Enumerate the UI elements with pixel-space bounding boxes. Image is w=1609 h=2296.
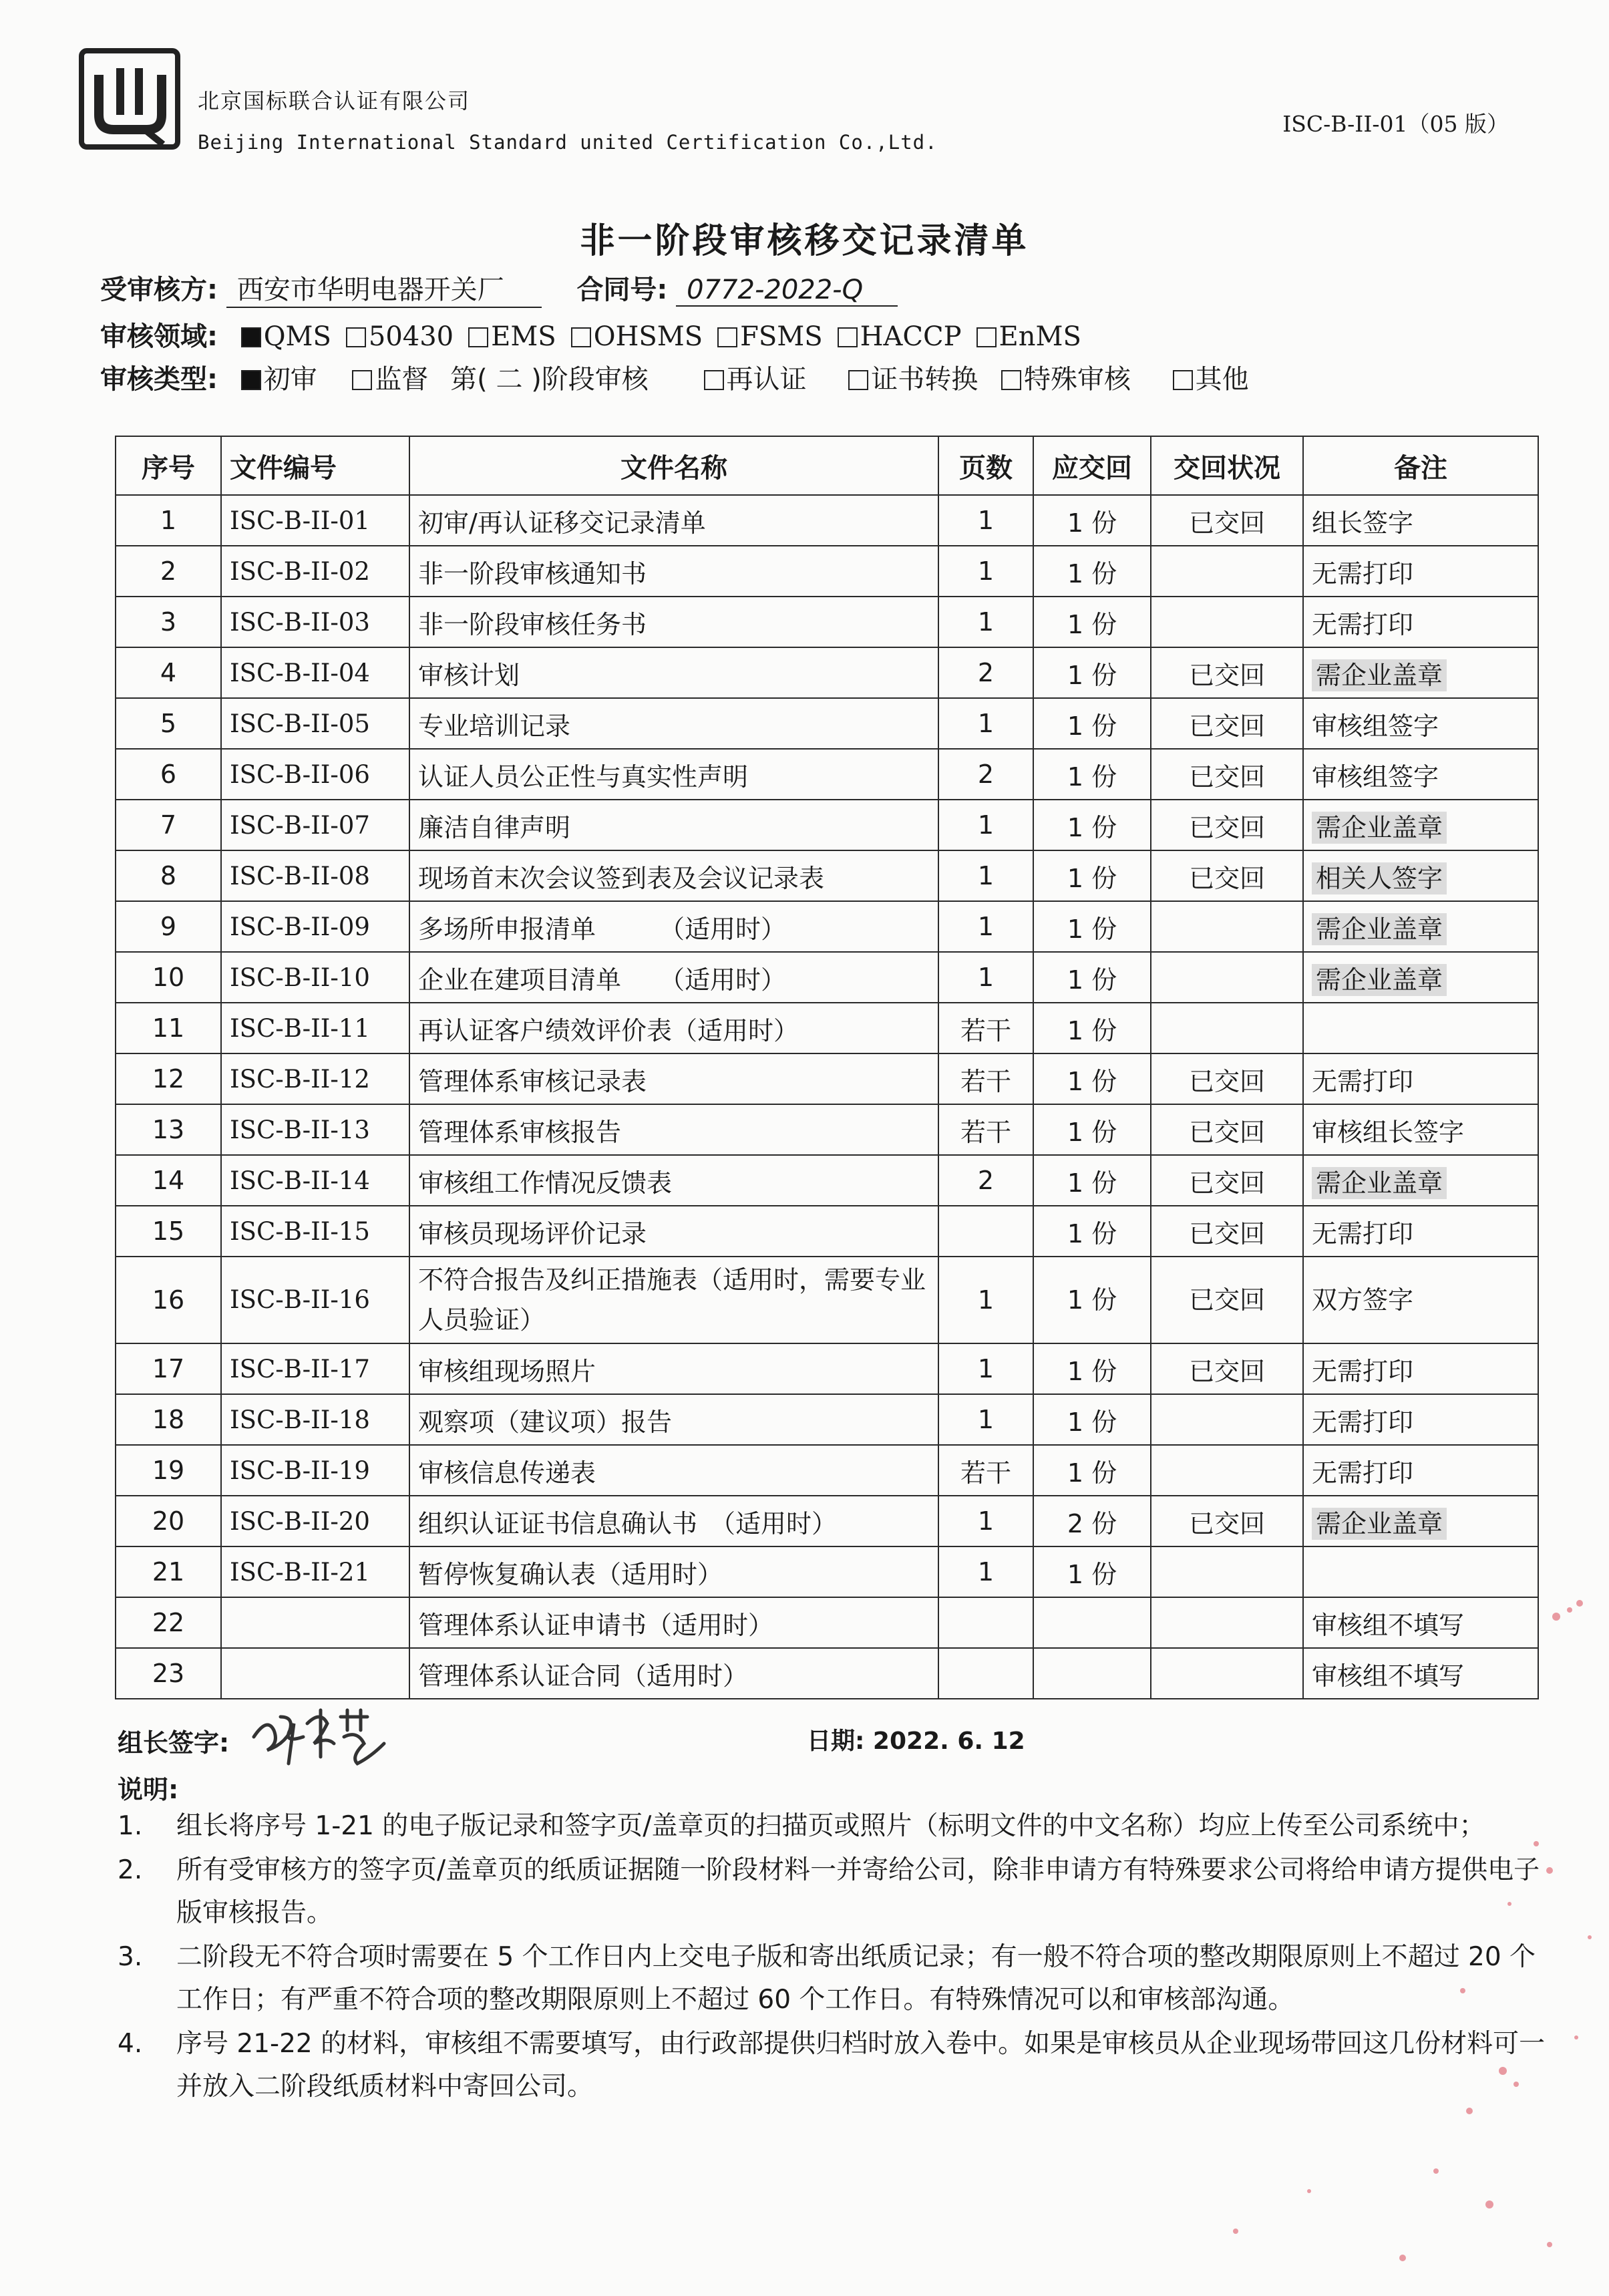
status-cell: 已交回	[1151, 647, 1303, 698]
pages-cell: 若干	[938, 1104, 1033, 1155]
form-code: ISC-B-II-01（05 版）	[1282, 111, 1509, 137]
status-cell	[1151, 1445, 1303, 1496]
checkbox-checked-icon	[241, 370, 261, 390]
row-no-cell: 20	[116, 1496, 221, 1546]
note-cell	[1303, 647, 1538, 698]
pages-cell: 1	[938, 850, 1033, 901]
file-name-cell: 现场首末次会议签到表及会议记录表	[409, 850, 938, 901]
contract-value: 0772-2022-Q	[676, 275, 898, 307]
page-title: 非一阶段审核移交记录清单	[580, 221, 1029, 261]
note-cell: 无需打印	[1303, 1206, 1538, 1257]
status-cell	[1151, 1394, 1303, 1445]
file-name-cell: 管理体系审核记录表	[409, 1053, 938, 1104]
checkbox-icon	[346, 327, 366, 347]
copies-cell: 1 份	[1033, 850, 1151, 901]
note-cell	[1303, 1546, 1538, 1597]
copies-cell: 1 份	[1033, 1394, 1151, 1445]
copies-cell: 1 份	[1033, 749, 1151, 800]
copies-cell: 1 份	[1033, 1155, 1151, 1206]
pages-cell	[938, 1648, 1033, 1699]
note-cell: 双方签字	[1303, 1257, 1538, 1343]
note-cell	[1303, 1155, 1538, 1206]
col-header-status: 交回状况	[1151, 436, 1303, 495]
file-name-cell: 审核组工作情况反馈表	[409, 1155, 938, 1206]
table-row	[116, 1445, 1538, 1496]
pages-cell: 1	[938, 597, 1033, 647]
note-cell: 无需打印	[1303, 1343, 1538, 1394]
file-name-cell: 组织认证证书信息确认书 （适用时）	[409, 1496, 938, 1546]
audit-stage: 第( 二 )阶段审核	[450, 364, 649, 395]
table-row	[116, 800, 1538, 850]
note-cell	[1303, 1003, 1538, 1053]
row-no-cell: 3	[116, 597, 221, 647]
copies-cell: 1 份	[1033, 901, 1151, 952]
file-code-cell: ISC-B-II-09	[221, 901, 409, 952]
pages-cell: 1	[938, 698, 1033, 749]
table-row	[116, 1394, 1538, 1445]
pages-cell: 1	[938, 495, 1033, 546]
file-code-cell: ISC-B-II-11	[221, 1003, 409, 1053]
copies-cell: 1 份	[1033, 1257, 1151, 1343]
file-name-cell: 管理体系审核报告	[409, 1104, 938, 1155]
copies-cell: 1 份	[1033, 1003, 1151, 1053]
pages-cell: 1	[938, 800, 1033, 850]
note-highlight: 需企业盖章	[1312, 913, 1447, 945]
row-no-cell: 9	[116, 901, 221, 952]
domain-option-enms[interactable]: EnMS	[976, 321, 1081, 352]
file-code-cell: ISC-B-II-07	[221, 800, 409, 850]
file-code-cell: ISC-B-II-08	[221, 850, 409, 901]
table-row	[116, 698, 1538, 749]
file-name-cell: 不符合报告及纠正措施表（适用时，需要专业人员验证）	[409, 1257, 938, 1343]
table-row	[116, 1053, 1538, 1104]
file-code-cell: ISC-B-II-12	[221, 1053, 409, 1104]
status-cell: 已交回	[1151, 800, 1303, 850]
file-name-cell: 多场所申报清单 （适用时）	[409, 901, 938, 952]
col-header-code: 文件编号	[221, 436, 409, 495]
date-label: 日期: 2022. 6. 12	[807, 1728, 1025, 1755]
note-cell	[1303, 800, 1538, 850]
file-name-cell: 专业培训记录	[409, 698, 938, 749]
row-no-cell: 1	[116, 495, 221, 546]
copies-cell: 1 份	[1033, 952, 1151, 1003]
status-cell: 已交回	[1151, 1496, 1303, 1546]
file-name-cell: 审核计划	[409, 647, 938, 698]
copies-cell	[1033, 1597, 1151, 1648]
table-row	[116, 1546, 1538, 1597]
copies-cell: 1 份	[1033, 1053, 1151, 1104]
file-code-cell: ISC-B-II-18	[221, 1394, 409, 1445]
col-header-name: 文件名称	[409, 436, 938, 495]
file-name-cell: 审核组现场照片	[409, 1343, 938, 1394]
auditee-label: 受审核方:	[100, 275, 218, 305]
copies-cell: 1 份	[1033, 647, 1151, 698]
status-cell	[1151, 1648, 1303, 1699]
audit-type-line	[100, 358, 1249, 396]
audit-type-label: 审核类型:	[100, 364, 218, 395]
note-highlight: 需企业盖章	[1312, 812, 1447, 844]
note-cell: 审核组签字	[1303, 698, 1538, 749]
checkbox-icon	[1173, 370, 1193, 390]
table-row	[116, 597, 1538, 647]
table-row	[116, 1343, 1538, 1394]
table-row	[116, 1155, 1538, 1206]
file-name-cell: 认证人员公正性与真实性声明	[409, 749, 938, 800]
file-code-cell: ISC-B-II-20	[221, 1496, 409, 1546]
table-row	[116, 1003, 1538, 1053]
table-row	[116, 1496, 1538, 1546]
checkbox-icon	[571, 327, 591, 347]
domain-option-fsms[interactable]: FSMS	[717, 321, 823, 352]
pages-cell: 若干	[938, 1445, 1033, 1496]
transfer-record-table	[115, 436, 1539, 1699]
row-no-cell: 21	[116, 1546, 221, 1597]
pages-cell: 1	[938, 1546, 1033, 1597]
copies-cell: 1 份	[1033, 546, 1151, 597]
domain-option-ems[interactable]: EMS	[468, 321, 556, 352]
table-row	[116, 901, 1538, 952]
row-no-cell: 17	[116, 1343, 221, 1394]
note-item	[118, 1849, 1560, 1935]
table-row	[116, 749, 1538, 800]
note-cell	[1303, 1496, 1538, 1546]
company-name-en: Beijing International Standard united Certification Co.,Ltd.	[198, 131, 938, 154]
note-cell: 审核组签字	[1303, 749, 1538, 800]
file-code-cell	[221, 1597, 409, 1648]
checkbox-icon	[468, 327, 488, 347]
table-row	[116, 850, 1538, 901]
row-no-cell: 23	[116, 1648, 221, 1699]
row-no-cell: 14	[116, 1155, 221, 1206]
table-row	[116, 1206, 1538, 1257]
note-cell: 无需打印	[1303, 597, 1538, 647]
note-cell: 无需打印	[1303, 546, 1538, 597]
file-code-cell: ISC-B-II-06	[221, 749, 409, 800]
row-no-cell: 13	[116, 1104, 221, 1155]
status-cell: 已交回	[1151, 495, 1303, 546]
file-name-cell: 暂停恢复确认表（适用时）	[409, 1546, 938, 1597]
domain-options	[226, 321, 1081, 352]
note-text: 所有受审核方的签字页/盖章页的纸质证据随一阶段材料一并寄给公司，除非申请方有特殊要求公司将给申请方提供电子版审核报告。	[176, 1855, 1540, 1928]
note-cell: 无需打印	[1303, 1445, 1538, 1496]
status-cell: 已交回	[1151, 698, 1303, 749]
status-cell	[1151, 901, 1303, 952]
file-code-cell: ISC-B-II-10	[221, 952, 409, 1003]
note-number: 4.	[118, 2029, 143, 2059]
status-cell	[1151, 1597, 1303, 1648]
note-item	[118, 1805, 1560, 1848]
table-header-row	[116, 436, 1538, 495]
copies-cell: 1 份	[1033, 597, 1151, 647]
row-no-cell: 22	[116, 1597, 221, 1648]
note-highlight: 需企业盖章	[1312, 964, 1447, 996]
file-code-cell: ISC-B-II-05	[221, 698, 409, 749]
status-cell	[1151, 597, 1303, 647]
row-no-cell: 15	[116, 1206, 221, 1257]
file-name-cell: 审核员现场评价记录	[409, 1206, 938, 1257]
note-number: 3.	[118, 1942, 143, 1972]
copies-cell: 1 份	[1033, 698, 1151, 749]
pages-cell: 2	[938, 647, 1033, 698]
note-highlight: 需企业盖章	[1312, 1167, 1447, 1199]
col-header-note: 备注	[1303, 436, 1538, 495]
audit-type-initial[interactable]: 初审	[241, 364, 317, 395]
note-cell: 审核组长签字	[1303, 1104, 1538, 1155]
status-cell: 已交回	[1151, 749, 1303, 800]
status-cell	[1151, 1546, 1303, 1597]
checkbox-icon	[976, 327, 997, 347]
file-name-cell: 企业在建项目清单 （适用时）	[409, 952, 938, 1003]
domain-option-ohsms[interactable]: OHSMS	[571, 321, 703, 352]
status-cell	[1151, 952, 1303, 1003]
copies-cell: 1 份	[1033, 1445, 1151, 1496]
file-code-cell: ISC-B-II-02	[221, 546, 409, 597]
table-row	[116, 1597, 1538, 1648]
file-name-cell: 廉洁自律声明	[409, 800, 938, 850]
status-cell: 已交回	[1151, 1257, 1303, 1343]
table-row	[116, 546, 1538, 597]
table-row	[116, 647, 1538, 698]
file-code-cell	[221, 1648, 409, 1699]
col-header-pages: 页数	[938, 436, 1033, 495]
note-highlight: 需企业盖章	[1312, 1508, 1447, 1540]
file-name-cell: 初审/再认证移交记录清单	[409, 495, 938, 546]
row-no-cell: 10	[116, 952, 221, 1003]
pages-cell: 1	[938, 952, 1033, 1003]
status-cell: 已交回	[1151, 1104, 1303, 1155]
file-code-cell: ISC-B-II-13	[221, 1104, 409, 1155]
note-cell	[1303, 952, 1538, 1003]
file-code-cell: ISC-B-II-21	[221, 1546, 409, 1597]
file-name-cell: 审核信息传递表	[409, 1445, 938, 1496]
table-row	[116, 1648, 1538, 1699]
explanation-label: 说明:	[118, 1775, 179, 1804]
checkbox-icon	[717, 327, 737, 347]
table-row	[116, 1257, 1538, 1343]
row-no-cell: 18	[116, 1394, 221, 1445]
copies-cell	[1033, 1648, 1151, 1699]
copies-cell: 1 份	[1033, 1104, 1151, 1155]
checkbox-icon	[704, 370, 724, 390]
note-number: 2.	[118, 1855, 143, 1885]
audit-type-recert[interactable]: 再认证	[704, 364, 807, 395]
note-cell: 组长签字	[1303, 495, 1538, 546]
col-header-no: 序号	[116, 436, 221, 495]
file-name-cell: 管理体系认证申请书（适用时）	[409, 1597, 938, 1648]
pages-cell: 2	[938, 1155, 1033, 1206]
domain-label: 审核领域:	[100, 321, 218, 352]
audit-type-surveillance[interactable]: 监督	[352, 364, 428, 395]
domain-option-qms[interactable]: QMS	[241, 321, 331, 352]
pages-cell: 1	[938, 546, 1033, 597]
note-item	[118, 2023, 1560, 2108]
file-code-cell: ISC-B-II-15	[221, 1206, 409, 1257]
checkbox-icon	[848, 370, 868, 390]
note-cell: 审核组不填写	[1303, 1648, 1538, 1699]
pages-cell: 若干	[938, 1053, 1033, 1104]
pages-cell: 1	[938, 1394, 1033, 1445]
pages-cell: 1	[938, 1496, 1033, 1546]
domain-line	[100, 315, 1081, 353]
contract-label: 合同号:	[576, 275, 668, 305]
leader-sign-label: 组长签字:	[118, 1728, 230, 1758]
note-text: 二阶段无不符合项时需要在 5 个工作日内上交电子版和寄出纸质记录；有一般不符合项的整改期限原则上不超过 20 个工作日；有严重不符合项的整改期限原则上不超过 60 个工作日。有特殊情况可以和审核部沟通。	[176, 1942, 1536, 2015]
explanation-notes	[118, 1805, 1560, 2110]
note-cell: 无需打印	[1303, 1053, 1538, 1104]
file-code-cell: ISC-B-II-03	[221, 597, 409, 647]
copies-cell: 1 份	[1033, 1343, 1151, 1394]
note-cell	[1303, 850, 1538, 901]
file-name-cell: 再认证客户绩效评价表（适用时）	[409, 1003, 938, 1053]
pages-cell: 1	[938, 901, 1033, 952]
note-cell	[1303, 901, 1538, 952]
auditee-line	[100, 269, 898, 308]
pages-cell: 1	[938, 1257, 1033, 1343]
company-name-cn: 北京国标联合认证有限公司	[198, 88, 471, 114]
table-row	[116, 1104, 1538, 1155]
checkbox-checked-icon	[241, 327, 261, 347]
audit-type-special[interactable]: 特殊审核	[1001, 364, 1131, 395]
checkbox-icon	[352, 370, 372, 390]
table-row	[116, 952, 1538, 1003]
pages-cell: 若干	[938, 1003, 1033, 1053]
note-cell: 审核组不填写	[1303, 1597, 1538, 1648]
file-code-cell: ISC-B-II-04	[221, 647, 409, 698]
pages-cell	[938, 1206, 1033, 1257]
checkbox-icon	[838, 327, 858, 347]
copies-cell: 2 份	[1033, 1496, 1151, 1546]
row-no-cell: 19	[116, 1445, 221, 1496]
audit-type-other[interactable]: 其他	[1173, 364, 1249, 395]
row-no-cell: 16	[116, 1257, 221, 1343]
row-no-cell: 5	[116, 698, 221, 749]
note-highlight: 需企业盖章	[1312, 659, 1447, 691]
copies-cell: 1 份	[1033, 1546, 1151, 1597]
row-no-cell: 2	[116, 546, 221, 597]
note-text: 组长将序号 1-21 的电子版记录和签字页/盖章页的扫描页或照片（标明文件的中文名称）均应上传至公司系统中；	[176, 1811, 1485, 1841]
table-row	[116, 495, 1538, 546]
copies-cell: 1 份	[1033, 495, 1151, 546]
file-code-cell: ISC-B-II-16	[221, 1257, 409, 1343]
file-code-cell: ISC-B-II-01	[221, 495, 409, 546]
status-cell: 已交回	[1151, 850, 1303, 901]
row-no-cell: 7	[116, 800, 221, 850]
copies-cell: 1 份	[1033, 1206, 1151, 1257]
note-item	[118, 1936, 1560, 2021]
pages-cell	[938, 1597, 1033, 1648]
row-no-cell: 6	[116, 749, 221, 800]
checkbox-icon	[1001, 370, 1021, 390]
file-code-cell: ISC-B-II-19	[221, 1445, 409, 1496]
pages-cell: 2	[938, 749, 1033, 800]
auditee-value: 西安市华明电器开关厂	[226, 269, 542, 308]
file-name-cell: 非一阶段审核任务书	[409, 597, 938, 647]
status-cell	[1151, 546, 1303, 597]
row-no-cell: 8	[116, 850, 221, 901]
status-cell: 已交回	[1151, 1343, 1303, 1394]
row-no-cell: 12	[116, 1053, 221, 1104]
audit-type-transfer[interactable]: 证书转换	[848, 364, 978, 395]
file-code-cell: ISC-B-II-14	[221, 1155, 409, 1206]
pages-cell: 1	[938, 1343, 1033, 1394]
status-cell: 已交回	[1151, 1155, 1303, 1206]
row-no-cell: 11	[116, 1003, 221, 1053]
domain-option-haccp[interactable]: HACCP	[838, 321, 962, 352]
leader-signature	[247, 1697, 394, 1770]
note-cell: 无需打印	[1303, 1394, 1538, 1445]
status-cell	[1151, 1003, 1303, 1053]
row-no-cell: 4	[116, 647, 221, 698]
file-code-cell: ISC-B-II-17	[221, 1343, 409, 1394]
domain-option-50430[interactable]: 50430	[346, 321, 454, 352]
note-highlight: 相关人签字	[1312, 862, 1447, 894]
status-cell: 已交回	[1151, 1206, 1303, 1257]
copies-cell: 1 份	[1033, 800, 1151, 850]
status-cell: 已交回	[1151, 1053, 1303, 1104]
file-name-cell: 非一阶段审核通知书	[409, 546, 938, 597]
file-name-cell: 观察项（建议项）报告	[409, 1394, 938, 1445]
note-number: 1.	[118, 1811, 143, 1841]
file-name-cell: 管理体系认证合同（适用时）	[409, 1648, 938, 1699]
col-header-copies: 应交回	[1033, 436, 1151, 495]
company-logo	[79, 48, 180, 150]
note-text: 序号 21-22 的材料，审核组不需要填写，由行政部提供归档时放入卷中。如果是审核员从企业现场带回这几份材料可一并放入二阶段纸质材料中寄回公司。	[176, 2029, 1546, 2102]
